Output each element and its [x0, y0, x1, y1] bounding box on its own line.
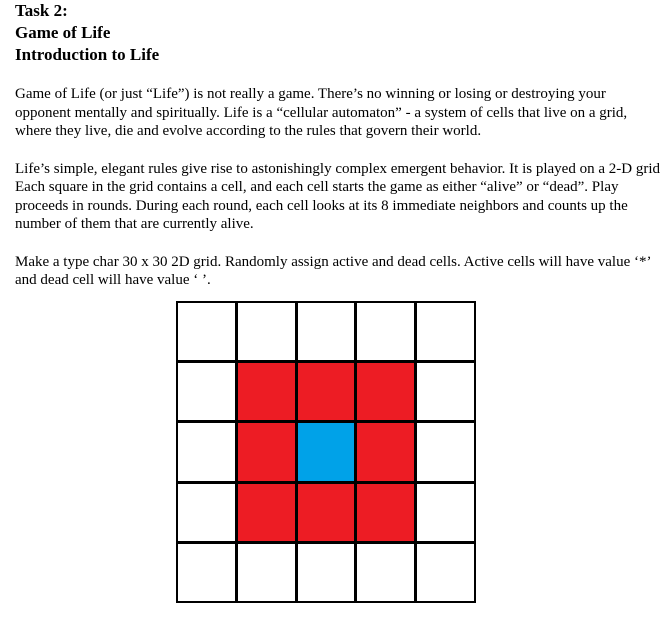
grid-cell-neighbor — [238, 363, 295, 420]
grid-cell-empty — [178, 544, 235, 601]
grid-cell-empty — [357, 303, 414, 360]
grid-cell-empty — [298, 303, 355, 360]
grid-cell-neighbor — [298, 484, 355, 541]
grid-cell-empty — [417, 363, 474, 420]
grid-cell-empty — [178, 303, 235, 360]
grid-cell-empty — [178, 363, 235, 420]
grid-cell-empty — [178, 484, 235, 541]
grid-cell-center — [298, 423, 355, 480]
grid-cell-empty — [178, 423, 235, 480]
paragraph-instructions: Make a type char 30 x 30 2D grid. Randomly assign active and dead cells. Active cells will have value ‘*’ and dead cell will have value ‘ ’. — [15, 253, 651, 288]
grid-cell-neighbor — [238, 423, 295, 480]
grid-cell-neighbor — [238, 484, 295, 541]
grid-cell-empty — [417, 303, 474, 360]
document — [15, 0, 660, 290]
grid-cell-empty — [238, 303, 295, 360]
grid-cell-empty — [298, 544, 355, 601]
task-title: Game of Life — [15, 23, 111, 42]
neighbor-grid-diagram — [176, 301, 476, 603]
grid-cell-empty — [357, 544, 414, 601]
grid-cell-neighbor — [357, 484, 414, 541]
task-subtitle: Introduction to Life — [15, 45, 160, 64]
grid-cell-empty — [417, 544, 474, 601]
task-label: Task 2: — [15, 1, 68, 20]
grid-cell-neighbor — [298, 363, 355, 420]
paragraph-intro: Game of Life (or just “Life”) is not really a game. There’s no winning or losing or destroying your opponent mentally and spiritually. Life is a “cellular automaton” - a system of cells that live on a grid, where they live, die and evolve according to the rules that govern their world. — [15, 86, 628, 139]
grid-cell-empty — [417, 423, 474, 480]
grid-cell-neighbor — [357, 423, 414, 480]
grid-cell-empty — [417, 484, 474, 541]
paragraph-rules: Life’s simple, elegant rules give rise to astonishingly complex emergent behavior. It is played on a 2-D grid Each square in the grid contains a cell, and each cell starts the game as either “alive” or “dead”. Play proceeds in rounds. During each round, each cell looks at its 8 immediate neighbors and counts up the number of them that are currently alive. — [15, 160, 660, 232]
grid-cell-empty — [238, 544, 295, 601]
task-header — [15, 0, 660, 66]
grid-cell-neighbor — [357, 363, 414, 420]
